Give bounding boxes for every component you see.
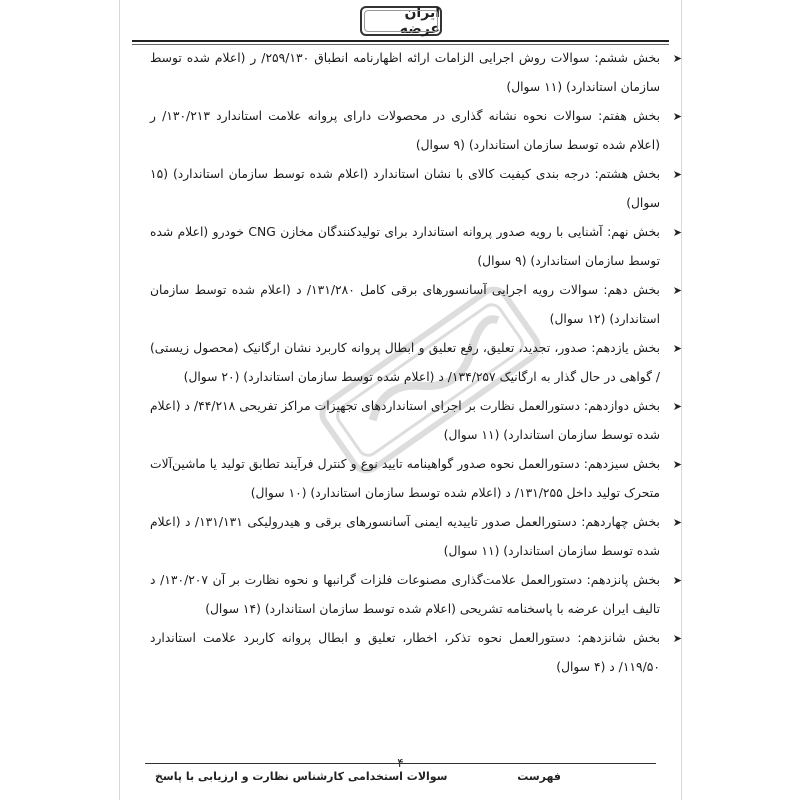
toc-item: ➤ بخش ششم: سوالات روش اجرایی الزامات ارائه اظهارنامه انطباق ۲۵۹/۱۳۰/ ر (اعلام شده توسط سازمان استاندارد) (۱۱ سوال) — [150, 44, 660, 102]
toc-item: ➤ بخش دوازدهم: دستورالعمل نظارت بر اجرای استانداردهای تجهیزات مراکز تفریحی ۴۴/۲۱۸/ د (اعلام شده توسط سازمان استاندارد) (۱۱ سوال) — [150, 392, 660, 450]
book-title: سوالات استخدامی کارشناس نظارت و ارزیابی با پاسخ — [155, 770, 448, 783]
toc-item: ➤ بخش هشتم: درجه بندی کیفیت کالای با نشان استاندارد (اعلام شده توسط سازمان استاندارد) (۱۵ سوال) — [150, 160, 660, 218]
arrow-bullet-icon: ➤ — [672, 226, 682, 239]
page-number: ۴ — [397, 756, 404, 770]
arrow-bullet-icon: ➤ — [672, 574, 682, 587]
toc-item: ➤ بخش سیزدهم: دستورالعمل نحوه صدور گواهینامه تایید نوع و کنترل فرآیند تطابق تولید یا ماشین‌آلات متحرک تولید داخل ۱۳۱/۲۵۵/ د (اعلام شده توسط سازمان استاندارد) (۱۰ سوال) — [150, 450, 660, 508]
toc-item: ➤ بخش پانزدهم: دستورالعمل علامت‌گذاری مصنوعات فلزات گرانبها و نحوه نظارت بر آن ۱۳۰/۲۰۷/ د تالیف ایران عرضه با پاسخنامه تشریحی (اعلام شده توسط سازمان استاندارد) (۱۴ سوال) — [150, 566, 660, 624]
arrow-bullet-icon: ➤ — [672, 458, 682, 471]
arrow-bullet-icon: ➤ — [672, 110, 682, 123]
toc-item: ➤ بخش یازدهم: صدور، تجدید، تعلیق، رفع تعلیق و ابطال پروانه کاربرد نشان ارگانیک (محصول زیستی) / گواهی در حال گذار به ارگانیک ۱۳۴/۲۵۷/ د (اعلام شده توسط سازمان استاندارد) (۲۰ سوال) — [150, 334, 660, 392]
arrow-bullet-icon: ➤ — [672, 52, 682, 65]
header-rule — [132, 40, 669, 42]
toc-item: ➤ بخش هفتم: سوالات نحوه نشانه گذاری در محصولات دارای پروانه علامت استاندارد ۱۳۰/۲۱۳/ ر (اعلام شده توسط سازمان استاندارد) (۹ سوال) — [150, 102, 660, 160]
logo-frame — [364, 10, 438, 32]
toc-list — [150, 44, 682, 682]
toc-item: ➤ بخش چهاردهم: دستورالعمل صدور تاییدیه ایمنی آسانسورهای برقی و هیدرولیکی ۱۳۱/۱۳۱/ د (اعلام شده توسط سازمان استاندارد) (۱۱ سوال) — [150, 508, 660, 566]
arrow-bullet-icon: ➤ — [672, 342, 682, 355]
toc-item: ➤ بخش دهم: سوالات رویه اجرایی آسانسورهای برقی کامل ۱۳۱/۲۸۰/ د (اعلام شده توسط سازمان استاندارد) (۱۲ سوال) — [150, 276, 660, 334]
logo-text: ایران عرضه — [399, 5, 440, 37]
arrow-bullet-icon: ➤ — [672, 516, 682, 529]
toc-item: ➤ بخش شانزدهم: دستورالعمل نحوه تذکر، اخطار، تعلیق و ابطال پروانه کاربرد علامت استاندارد ۱۱۹/۵۰/ د (۴ سوال) — [150, 624, 660, 682]
footer-rule — [145, 763, 656, 764]
arrow-bullet-icon: ➤ — [672, 400, 682, 413]
arrow-bullet-icon: ➤ — [672, 168, 682, 181]
arrow-bullet-icon: ➤ — [672, 284, 682, 297]
publisher-logo — [360, 6, 442, 36]
section-label: فهرست — [517, 770, 561, 783]
document-page — [119, 0, 682, 800]
arrow-bullet-icon: ➤ — [672, 632, 682, 645]
toc-item: ➤ بخش نهم: آشنایی با رویه صدور پروانه استاندارد برای تولیدکنندگان مخازن CNG خودرو (اعلام شده توسط سازمان استاندارد) (۹ سوال) — [150, 218, 660, 276]
